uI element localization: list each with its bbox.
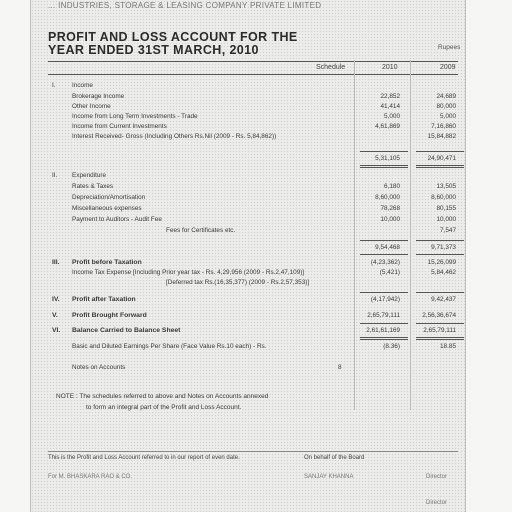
value-2009: 7,16,860 [431, 123, 456, 130]
value-2010: (5,421) [379, 269, 400, 276]
total-double-rule [416, 165, 464, 168]
expenditure-row [48, 194, 458, 204]
total-2009: 9,71,373 [431, 244, 456, 251]
value-2009: 80,000 [436, 103, 456, 110]
total-2010: 9,54,468 [375, 244, 400, 251]
value-2009: 2,65,79,111 [423, 327, 456, 334]
value-2009: 5,000 [440, 113, 456, 120]
row-label: Income from Current Investments [72, 123, 167, 130]
value-2010: 2,61,61,169 [366, 327, 400, 334]
section-label: Income [72, 82, 93, 89]
expenditure-row [48, 183, 458, 193]
value-2010: 10,000 [380, 216, 400, 223]
income-row [48, 103, 458, 113]
section-number: V. [52, 312, 58, 319]
value-2009: 18.85 [440, 343, 456, 350]
document-page [30, 0, 466, 512]
footer-auditor: For M. BHASKARA RAO & CO. [48, 474, 133, 480]
subtotal-rule [360, 254, 408, 255]
row-label: Profit Brought Forward [72, 312, 147, 319]
note-text: to form an integral part of the Profit and Loss Account. [86, 404, 242, 411]
total-double-rule [360, 165, 408, 168]
value-2009: 80,155 [436, 205, 456, 212]
subtotal-rule [360, 240, 408, 241]
section-label: Expenditure [72, 172, 107, 179]
profit-brought-forward-row [48, 312, 458, 322]
value-2010: 4,61,869 [375, 123, 400, 130]
value-2009: 2,56,36,674 [422, 312, 456, 319]
row-label: Rates & Taxes [72, 183, 114, 190]
subtotal-rule [416, 240, 464, 241]
value-2009: 15,26,099 [427, 259, 456, 266]
value-2010: 2,65,79,111 [367, 312, 400, 319]
page-title: PROFIT AND LOSS ACCOUNT FOR THE YEAR ENDED 31ST MARCH, 2010 [48, 30, 298, 57]
row-label: Depreciation/Amortisation [72, 194, 146, 201]
total-double-rule [416, 337, 464, 340]
value-2009: 24,689 [436, 93, 456, 100]
value-2010: 8,60,000 [375, 194, 400, 201]
value-2010: (4,23,362) [370, 259, 400, 266]
header-rule-top [48, 61, 458, 62]
subtotal-rule [360, 292, 408, 293]
value-2010: 22,852 [380, 93, 400, 100]
value-2009: 7,547 [440, 227, 456, 234]
row-label: Basic and Diluted Earnings Per Share (Face Value Rs.10 each) - Rs. [72, 343, 267, 350]
profit-before-tax-row [48, 259, 458, 269]
balance-carried-row [48, 327, 458, 337]
value-2010: 78,268 [380, 205, 400, 212]
income-total-row [48, 155, 458, 165]
row-label: Other Income [72, 103, 111, 110]
footer-report-reference: This is the Profit and Loss Account referred to in our report of even date. [48, 455, 240, 461]
eps-row [48, 343, 458, 353]
section-number: I. [52, 82, 56, 89]
value-2010: (4,17,942) [370, 296, 400, 303]
footer-rule [48, 451, 458, 452]
income-tax-row [48, 269, 458, 279]
footer-signatory: SANJAY KHANNA [304, 474, 354, 480]
schedule-number: 8 [338, 364, 342, 371]
value-2009: 9,42,437 [431, 296, 456, 303]
expenditure-total-row [48, 244, 458, 254]
column-header-2009: 2009 [440, 64, 456, 71]
row-label: Miscellaneous expenses [72, 205, 142, 212]
value-2009: 5,84,462 [431, 269, 456, 276]
row-label: Notes on Accounts [72, 364, 126, 371]
header-rule-bottom [48, 74, 458, 75]
section-number: VI. [52, 327, 61, 334]
row-label: Brokerage Income [72, 93, 125, 100]
section-expenditure-header [48, 172, 458, 182]
subtotal-rule [416, 151, 464, 152]
column-header-schedule: Schedule [316, 64, 346, 71]
value-2010: 5,000 [384, 113, 400, 120]
total-2009: 24,90,471 [427, 155, 456, 162]
value-2009: 15,84,882 [427, 133, 456, 140]
total-2010: 5,31,105 [375, 155, 400, 162]
section-income-header [48, 82, 458, 92]
note-text: NOTE : The schedules referred to above and Notes on Accounts annexed [56, 393, 269, 400]
subtotal-rule [360, 323, 408, 324]
total-double-rule [360, 337, 408, 340]
unit-label: Rupees [438, 44, 461, 51]
row-label: Interest Received- Gross (Including Others Rs.Nil (2009 - Rs. 5,84,862)) [72, 133, 277, 140]
value-2010: (8.36) [383, 343, 400, 350]
value-2009: 8,60,000 [431, 194, 456, 201]
section-number: III. [52, 259, 60, 266]
row-label: Profit before Taxation [72, 259, 142, 266]
footer-director-title: Director [426, 474, 448, 480]
company-name: ... INDUSTRIES, STORAGE & LEASING COMPANY PRIVATE LIMITED [48, 1, 322, 10]
row-label: [Deferred tax Rs.(16,35,377) (2009 - Rs.2,57,353)] [166, 279, 310, 286]
value-2009: 10,000 [436, 216, 456, 223]
row-label: Profit after Taxation [72, 296, 136, 303]
subtotal-rule [360, 151, 408, 152]
expenditure-row [48, 227, 458, 237]
expenditure-row [48, 205, 458, 215]
column-header-2010: 2010 [382, 64, 398, 71]
row-label: Income from Long Term Investments - Trade [72, 113, 198, 120]
income-row [48, 123, 458, 133]
section-number: IV. [52, 296, 60, 303]
value-2009: 13,505 [436, 183, 456, 190]
expenditure-row [48, 216, 458, 226]
subtotal-rule [416, 292, 464, 293]
subtotal-rule [416, 254, 464, 255]
row-label: Balance Carried to Balance Sheet [72, 327, 181, 334]
footer-board: On behalf of the Board [304, 455, 365, 461]
notes-row [48, 364, 458, 374]
deferred-tax-row [48, 279, 458, 289]
value-2010: 6,180 [384, 183, 400, 190]
income-row [48, 113, 458, 123]
income-row [48, 93, 458, 103]
row-label: Fees for Certificates etc. [166, 227, 236, 234]
value-2010: 41,414 [380, 103, 400, 110]
section-number: II. [52, 172, 58, 179]
income-row [48, 133, 458, 143]
row-label: Income Tax Expense [Including Prior year tax - Rs. 4,29,956 (2009 - Rs.2,47,109)] [72, 269, 305, 276]
row-label: Payment to Auditors - Audit Fee [72, 216, 162, 223]
profit-after-tax-row [48, 296, 458, 306]
footer-director-title: Director [426, 500, 448, 506]
subtotal-rule [416, 323, 464, 324]
